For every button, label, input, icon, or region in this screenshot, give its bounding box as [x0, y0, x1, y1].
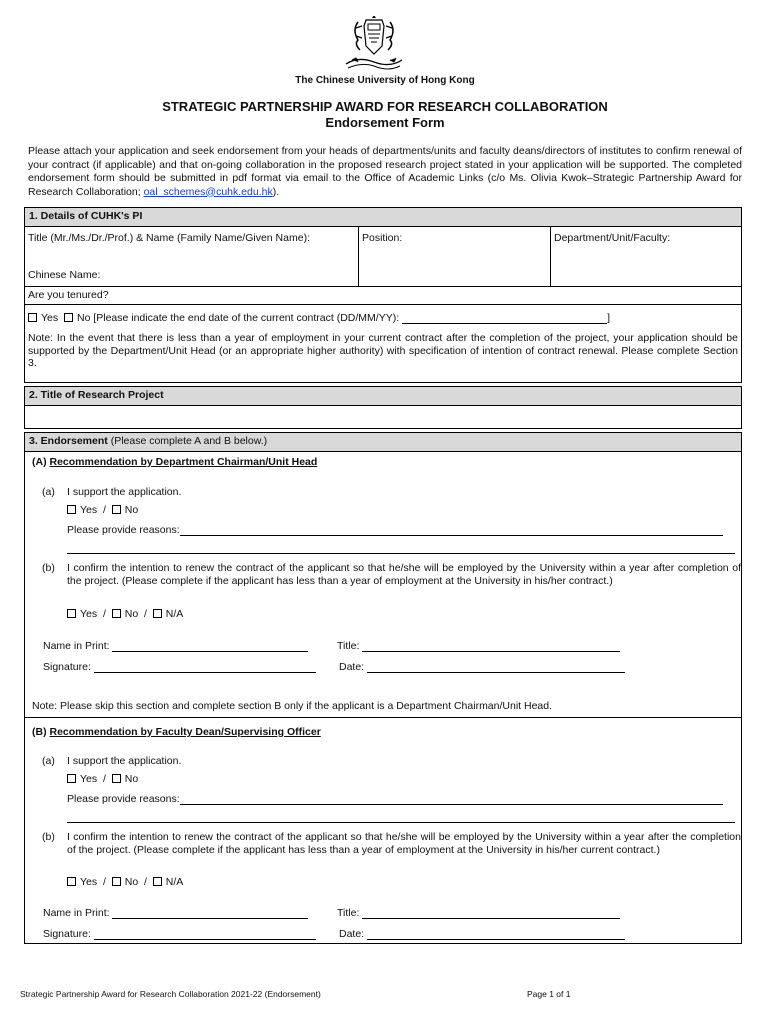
part-a-a-marker: (a) [42, 486, 55, 498]
form-subtitle: Endorsement Form [325, 115, 445, 130]
contract-end-date-field[interactable] [402, 323, 607, 324]
part-a-date-field[interactable] [367, 672, 625, 673]
part-a-b-no-checkbox[interactable] [112, 609, 121, 618]
part-b-date: Date: [339, 928, 625, 940]
part-b-b-marker: (b) [42, 831, 55, 843]
part-b-yes-checkbox[interactable] [67, 774, 76, 783]
part-a-no-checkbox[interactable] [112, 505, 121, 514]
part-a-signature-field[interactable] [94, 672, 316, 673]
part-b-title: Title: [337, 907, 620, 919]
yes-checkbox[interactable] [28, 313, 37, 322]
part-b-a-marker: (a) [42, 755, 55, 767]
part-a-name-field[interactable] [112, 651, 308, 652]
email-link[interactable]: oal_schemes@cuhk.edu.hk [143, 185, 273, 198]
part-a-name-print: Name in Print: [43, 640, 308, 652]
part-b-support-text: I support the application. [67, 755, 182, 767]
part-a-date: Date: [339, 661, 625, 673]
part-b-date-field[interactable] [367, 939, 625, 940]
part-b-signature: Signature: [43, 928, 316, 940]
part-a-confirm-options: Yes / No / N/A [67, 608, 183, 620]
tenure-note: Note: In the event that there is less than a year of employment in your current contract after the completion of the project, your application should be supported by the Department/Unit Head (or an appropriate higher authority) with specification of intention of contract renewal. Please complete Section 3. [28, 332, 738, 369]
part-a-reasons-line-2[interactable] [67, 553, 735, 554]
university-name: The Chinese University of Hong Kong [295, 75, 475, 86]
name-label: Title (Mr./Ms./Dr./Prof.) & Name (Family Name/Given Name): [28, 232, 310, 244]
chinese-name-label: Chinese Name: [28, 269, 101, 281]
part-a-title-field[interactable] [362, 651, 620, 652]
part-b-name-print: Name in Print: [43, 907, 308, 919]
part-b-support-options: Yes / No [67, 773, 138, 785]
part-b-signature-field[interactable] [94, 939, 316, 940]
no-checkbox[interactable] [64, 313, 73, 322]
part-b-confirm-text: I confirm the intention to renew the contract of the applicant so that he/she will be employed by the University within a year after the completion of the project. (Please complete if the applicant has less than a year of employment at the University in his/her current contract.) [67, 831, 741, 856]
section-3-box [24, 432, 742, 944]
page-number: Page 1 of 1 [527, 989, 571, 999]
tenured-question: Are you tenured? [28, 289, 109, 301]
part-a-support-text: I support the application. [67, 486, 182, 498]
part-a-title: Title: [337, 640, 620, 652]
part-a-heading: (A) Recommendation by Department Chairman/Unit Head [32, 456, 318, 468]
footer-left: Strategic Partnership Award for Research Collaboration 2021-22 (Endorsement) [20, 989, 321, 999]
part-a-support-options: Yes / No [67, 504, 138, 516]
part-b-reasons-line-2[interactable] [67, 822, 735, 823]
part-b-reasons-field[interactable] [180, 804, 723, 805]
part-b-reasons: Please provide reasons: [67, 793, 723, 805]
tenured-options: Yes No [Please indicate the end date of the current contract (DD/MM/YY): ] [28, 312, 610, 324]
part-a-b-yes-checkbox[interactable] [67, 609, 76, 618]
part-a-skip-note: Note: Please skip this section and complete section B only if the applicant is a Department Chairman/Unit Head. [32, 700, 553, 712]
section-2-box [24, 386, 742, 429]
part-b-name-field[interactable] [112, 918, 308, 919]
part-b-title-field[interactable] [362, 918, 620, 919]
part-b-confirm-options: Yes / No / N/A [67, 876, 183, 888]
part-a-b-na-checkbox[interactable] [153, 609, 162, 618]
part-b-b-no-checkbox[interactable] [112, 877, 121, 886]
part-b-b-yes-checkbox[interactable] [67, 877, 76, 886]
part-a-confirm-text: I confirm the intention to renew the contract of the applicant so that he/she will be employed by the University within a year after completion of the project. (Please complete if the applicant has less than a year of employment at the University in his/her contract.) [67, 562, 741, 587]
section-1-heading: 1. Details of CUHK's PI [25, 208, 741, 227]
part-a-b-marker: (b) [42, 562, 55, 574]
intro-paragraph: Please attach your application and seek endorsement from your heads of departments/units and faculty deans/directors of institutes to confirm renewal of your contract (if applicable) and that on-going collaboration in the proposed research project stated in your application will be supported. The completed endorsement form should be submitted in pdf format via email to the Office of Academic Links (c/o Ms. Olivia Kwok–Strategic Partnership Award for Research Collaboration; oal_schemes@cuhk.edu.hk). [28, 145, 742, 198]
part-b-no-checkbox[interactable] [112, 774, 121, 783]
part-b-heading: (B) Recommendation by Faculty Dean/Supervising Officer [32, 726, 321, 738]
section-2-heading: 2. Title of Research Project [25, 387, 741, 406]
part-a-reasons-field[interactable] [180, 535, 723, 536]
section-1-box [24, 207, 742, 383]
part-a-reasons: Please provide reasons: [67, 524, 723, 536]
university-crest-logo [338, 16, 410, 76]
project-title-field[interactable] [25, 406, 741, 428]
section-3-heading: 3. Endorsement (Please complete A and B below.) [25, 433, 741, 452]
part-b-b-na-checkbox[interactable] [153, 877, 162, 886]
form-title: STRATEGIC PARTNERSHIP AWARD FOR RESEARCH COLLABORATION [162, 99, 608, 114]
position-label: Position: [362, 232, 403, 244]
department-label: Department/Unit/Faculty: [554, 232, 671, 244]
part-a-signature: Signature: [43, 661, 316, 673]
part-a-yes-checkbox[interactable] [67, 505, 76, 514]
